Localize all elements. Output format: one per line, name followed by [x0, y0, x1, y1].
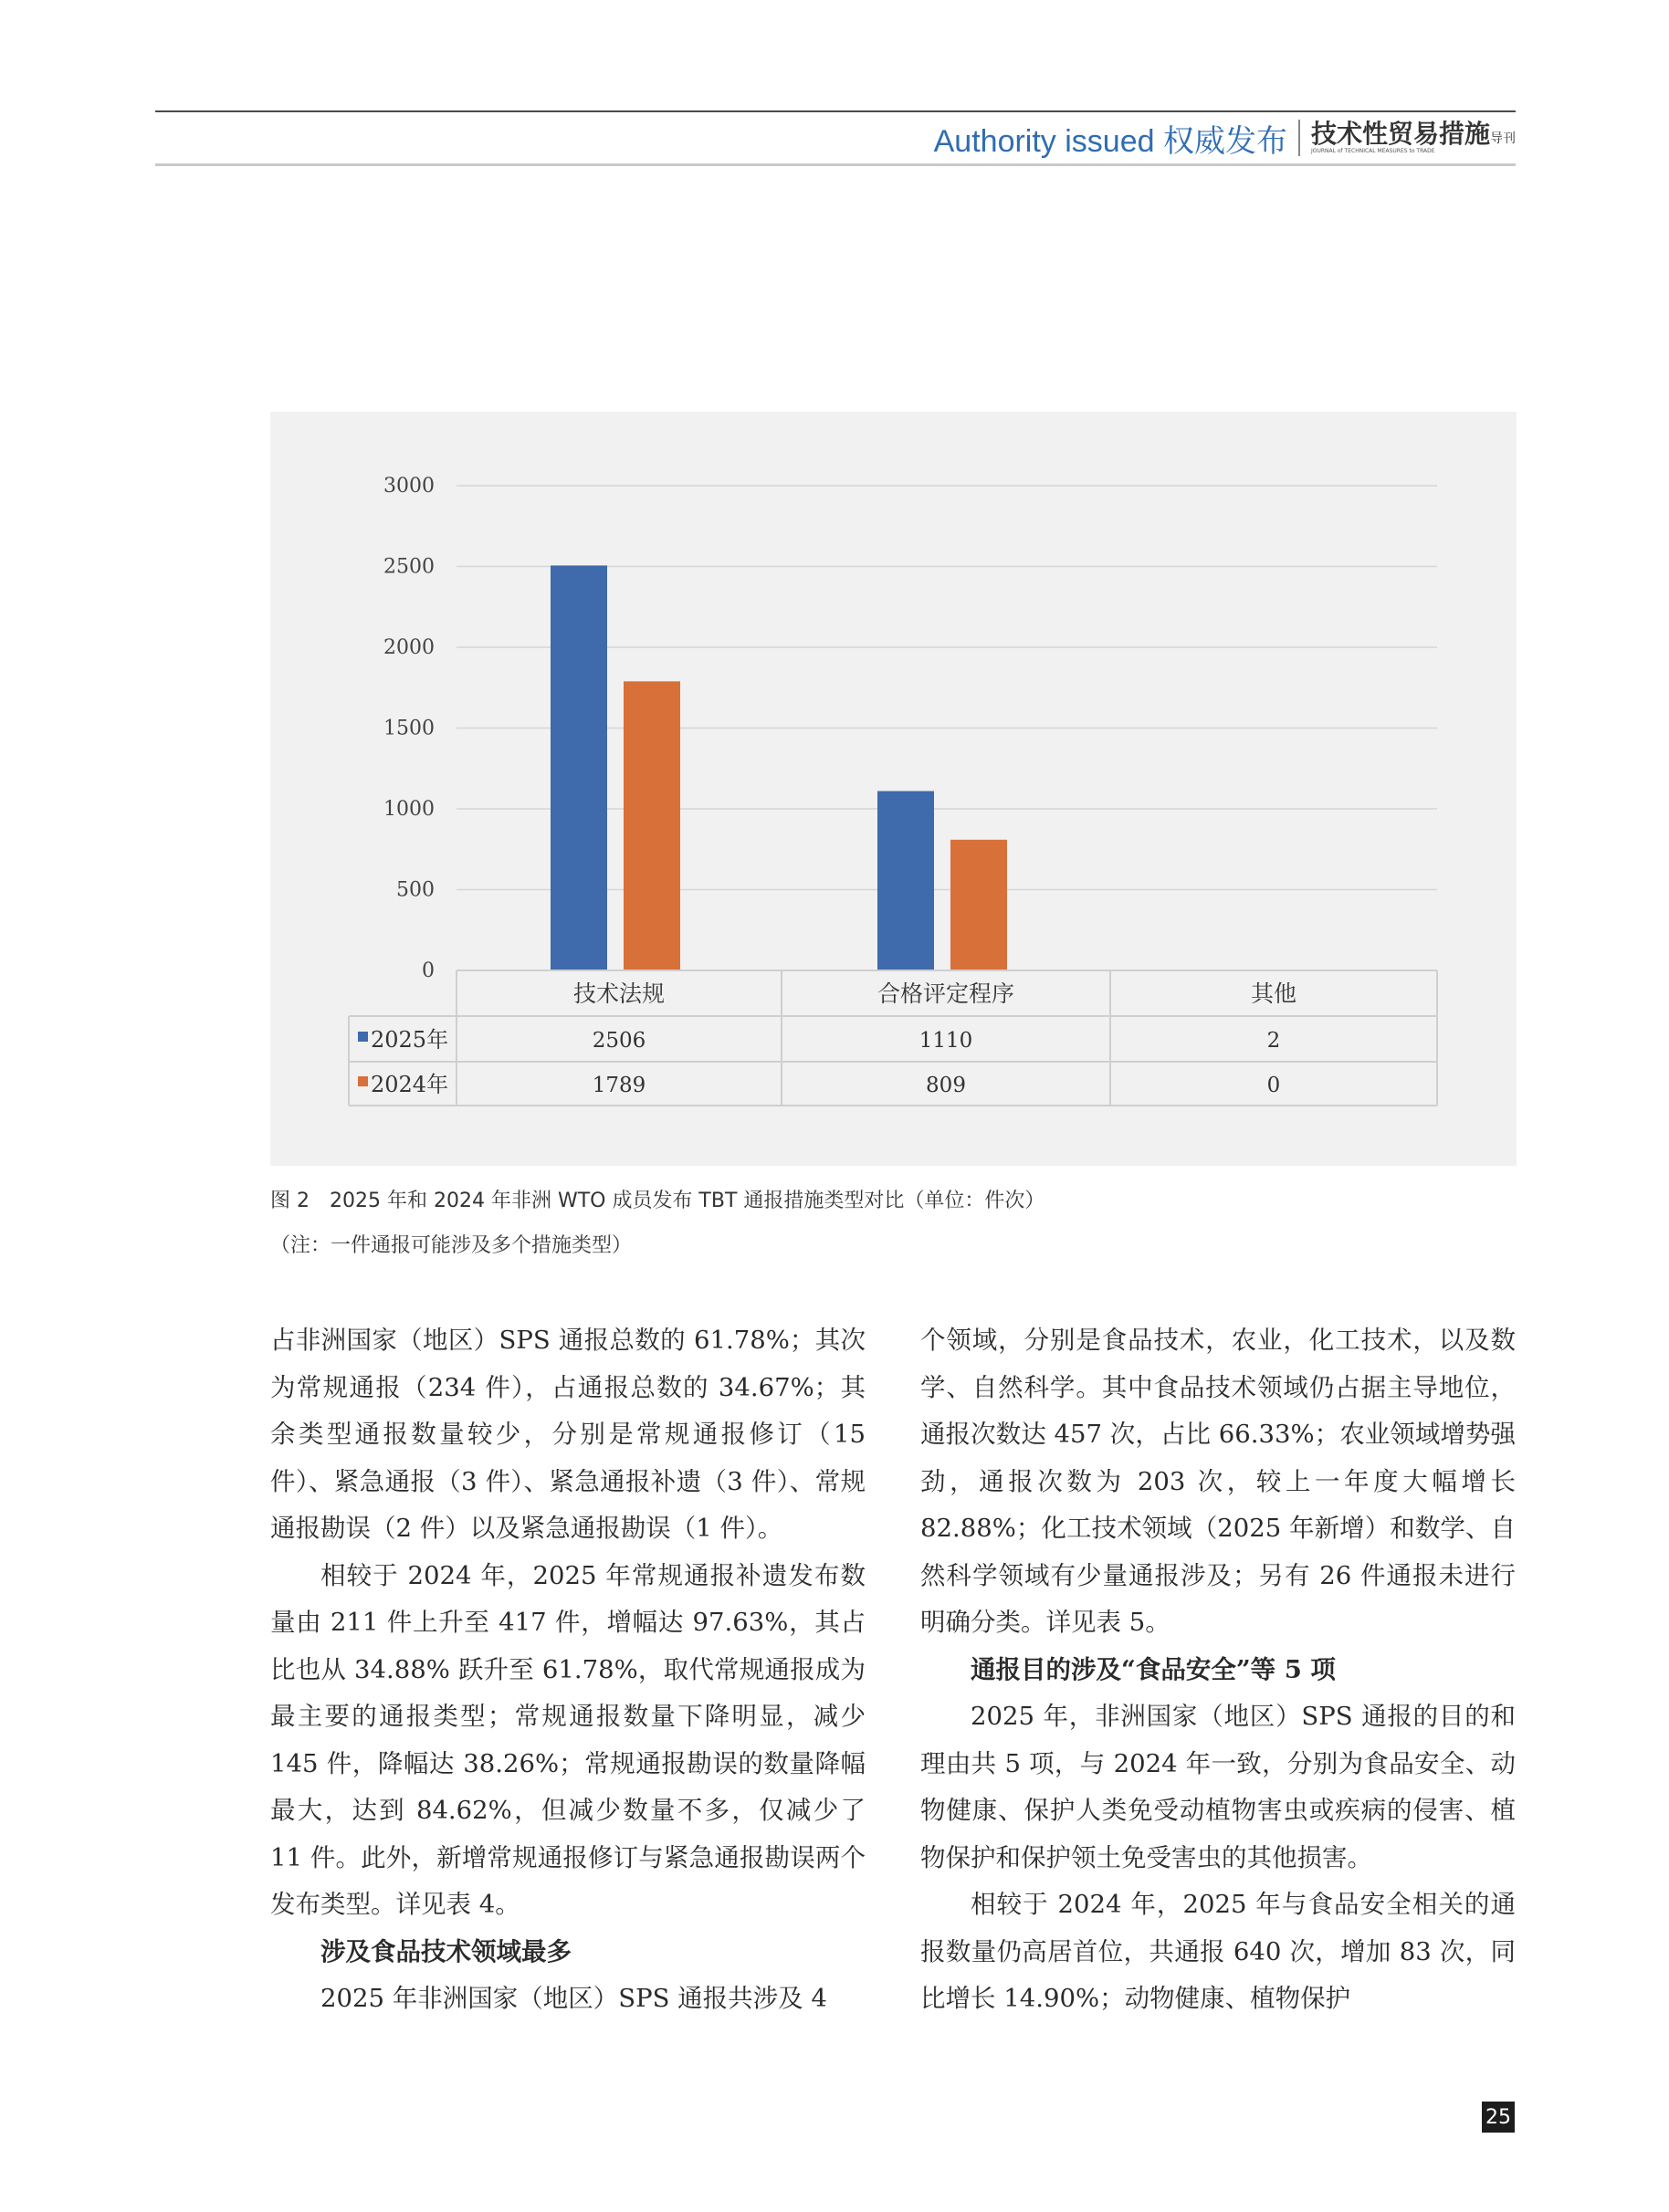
- paragraph: 2025 年非洲国家（地区）SPS 通报共涉及 4: [320, 1984, 827, 2013]
- x-category-label: 合格评定程序: [876, 980, 1015, 1007]
- table-value: 1110: [918, 1029, 973, 1053]
- section-heading: 通报目的涉及“食品安全”等 5 项: [971, 1654, 1336, 1684]
- figure-note: （注：一件通报可能涉及多个措施类型）: [270, 1234, 633, 1257]
- y-tick-label: 2000: [383, 636, 435, 659]
- paragraph: 2025 年，非洲国家（地区）SPS 通报的目的和理由共 5 项，与 2024 年一致，分别为食品安全、动物健康、保护人类免受动植物害虫或疾病的侵害、植物保护和保护领土免受害虫的其他损害。: [920, 1702, 1516, 1872]
- x-category-label: 技术法规: [572, 980, 666, 1007]
- section-heading: 涉及食品技术领域最多: [320, 1936, 572, 1966]
- table-value: 1789: [592, 1074, 646, 1097]
- right-column: [920, 1317, 1516, 2023]
- y-tick-label: 0: [422, 959, 435, 982]
- journal-logo: [1311, 121, 1516, 154]
- table-value: 809: [926, 1074, 966, 1097]
- table-value: 2506: [592, 1029, 646, 1053]
- bar-2024年-合格评定程序: [950, 840, 1007, 970]
- figure-caption: 图 2 2025 年和 2024 年非洲 WTO 成员发布 TBT 通报措施类型对比（单位：件次）: [270, 1190, 1045, 1212]
- paragraph: 占非洲国家（地区）SPS 通报总数的 61.78%；其次为常规通报（234 件），占通报总数的 34.67%；其余类型通报数量较少，分别是常规通报修订（15 件）、紧急通报（3 件）、紧急通报补遗（3 件）、常规通报勘误（2 件）以及紧急通报勘误（1 件）。: [270, 1326, 866, 1543]
- left-column: [270, 1317, 866, 2023]
- y-tick-label: 2500: [383, 555, 435, 579]
- paragraph: 相较于 2024 年，2025 年常规通报补遗发布数量由 211 件上升至 417 件，增幅达 97.63%，其占比也从 34.88% 跃升至 61.78%，取代常规通报成为最主要的通报类型；常规通报数量下降明显，减少 145 件，降幅达 38.26%；常规通报勘误的数量降幅最大，达到 84.62%，但减少数量不多，仅减少了 11 件。此外，新增常规通报修订与紧急通报勘误两个发布类型。详见表 4。: [270, 1560, 866, 1919]
- x-category-label: 其他: [1250, 980, 1297, 1007]
- bar-2024年-技术法规: [624, 681, 680, 970]
- paragraph: 相较于 2024 年，2025 年与食品安全相关的通报数量仍高居首位，共通报 640 次，增加 83 次，同比增长 14.90%；动物健康、植物保护: [920, 1890, 1516, 2013]
- table-value: 0: [1266, 1074, 1281, 1097]
- legend-label: 2025年: [371, 1027, 449, 1053]
- figure-chart: [270, 412, 1517, 1166]
- legend-label: 2024年: [371, 1072, 449, 1097]
- y-tick-label: 3000: [383, 475, 435, 498]
- legend-swatch: [358, 1076, 368, 1086]
- legend-swatch: [358, 1032, 368, 1042]
- header-rule-top: [155, 110, 1516, 112]
- table-value: 2: [1266, 1029, 1281, 1053]
- y-tick-label: 1500: [383, 717, 435, 740]
- journal-logo-english: JOURNAL of TECHNICAL MEASURES to TRADE: [1310, 148, 1435, 154]
- page-number: 25: [1482, 2102, 1515, 2133]
- journal-logo-name: 技术性贸易措施导刊: [1310, 119, 1516, 149]
- header-rule-bottom: [155, 163, 1516, 166]
- y-tick-label: 1000: [383, 798, 435, 821]
- y-tick-label: 500: [396, 878, 435, 902]
- paragraph: 个领域，分别是食品技术，农业，化工技术，以及数学、自然科学。其中食品技术领域仍占据主导地位，通报次数达 457 次，占比 66.33%；农业领域增势强劲，通报次数为 203 次，较上一年度大幅增长 82.88%；化工技术领域（2025 年新增）和数学、自然科学领域有少量通报涉及；另有 26 件通报未进行明确分类。详见表 5。: [920, 1326, 1516, 1637]
- page-header: [155, 113, 1516, 162]
- header-divider: [1298, 120, 1300, 156]
- header-title: Authority issued 权威发布: [933, 123, 1287, 159]
- journal-logo-suffix: 导刊: [1490, 131, 1516, 146]
- bar-2025年-技术法规: [551, 565, 607, 970]
- bar-2025年-合格评定程序: [877, 791, 934, 970]
- bar-chart: [270, 412, 1517, 1166]
